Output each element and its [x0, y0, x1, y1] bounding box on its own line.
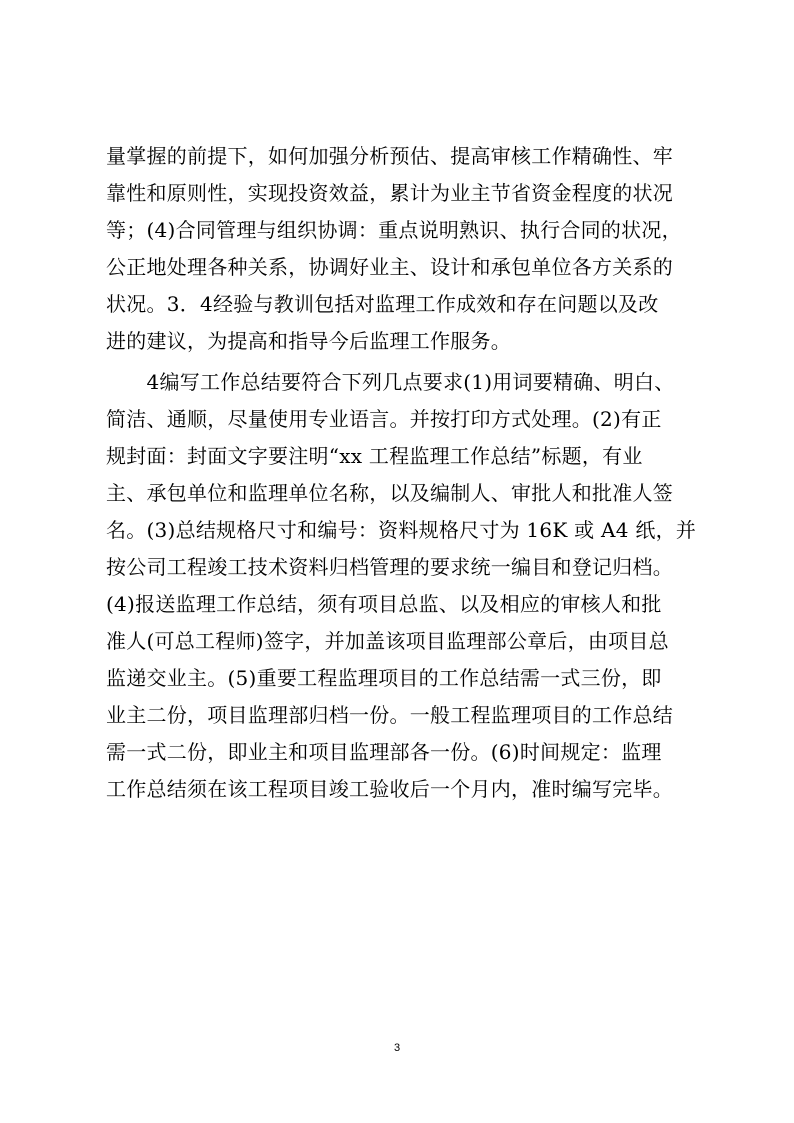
text-line: 简洁、通顺，尽量使用专业语言。并按打印方式处理。(2)有正	[106, 407, 662, 431]
text-line: 状况。3．4经验与教训包括对监理工作成效和存在问题以及改	[106, 292, 659, 316]
text-line: 进的建议，为提高和指导今后监理工作服务。	[106, 329, 511, 353]
text-line: 规封面：封面文字要注明“xx 工程监理工作总结”标题，有业	[106, 444, 643, 468]
text-line: 名。(3)总结规格尺寸和编号：资料规格尺寸为 16K 或 A4 纸，并	[106, 518, 697, 542]
text-line: 量掌握的前提下，如何加强分析预估、提高审核工作精确性、牢	[106, 144, 673, 168]
text-line: 准人(可总工程师)签字，并加盖该项目监理部公章后，由项目总	[106, 629, 669, 653]
text-line: 靠性和原则性，实现投资效益，累计为业主节省资金程度的状况	[106, 181, 673, 205]
text-line: 主、承包单位和监理单位名称，以及编制人、审批人和批准人签	[106, 481, 673, 505]
paragraph-2	[106, 364, 702, 808]
text-line: (4)报送监理工作总结，须有项目总监、以及相应的审核人和批	[106, 592, 662, 616]
text-line: 公正地处理各种关系，协调好业主、设计和承包单位各方关系的	[106, 255, 673, 279]
page-number: 3	[393, 1042, 401, 1054]
body-text	[106, 138, 702, 808]
text-line: 监递交业主。(5)重要工程监理项目的工作总结需一式三份，即	[106, 666, 662, 690]
text-line: 业主二份，项目监理部归档一份。一般工程监理项目的工作总结	[106, 703, 673, 727]
paragraph-1	[106, 138, 702, 360]
text-line: 需一式二份，即业主和项目监理部各一份。(6)时间规定：监理	[106, 740, 662, 764]
text-line: 4编写工作总结要符合下列几点要求(1)用词要精确、明白、	[106, 370, 675, 394]
text-line: 按公司工程竣工技术资料归档管理的要求统一编目和登记归档。	[106, 555, 673, 579]
text-line: 等；(4)合同管理与组织协调：重点说明熟识、执行合同的状况，	[106, 218, 682, 242]
text-line: 工作总结须在该工程项目竣工验收后一个月内，准时编写完毕。	[106, 777, 673, 801]
